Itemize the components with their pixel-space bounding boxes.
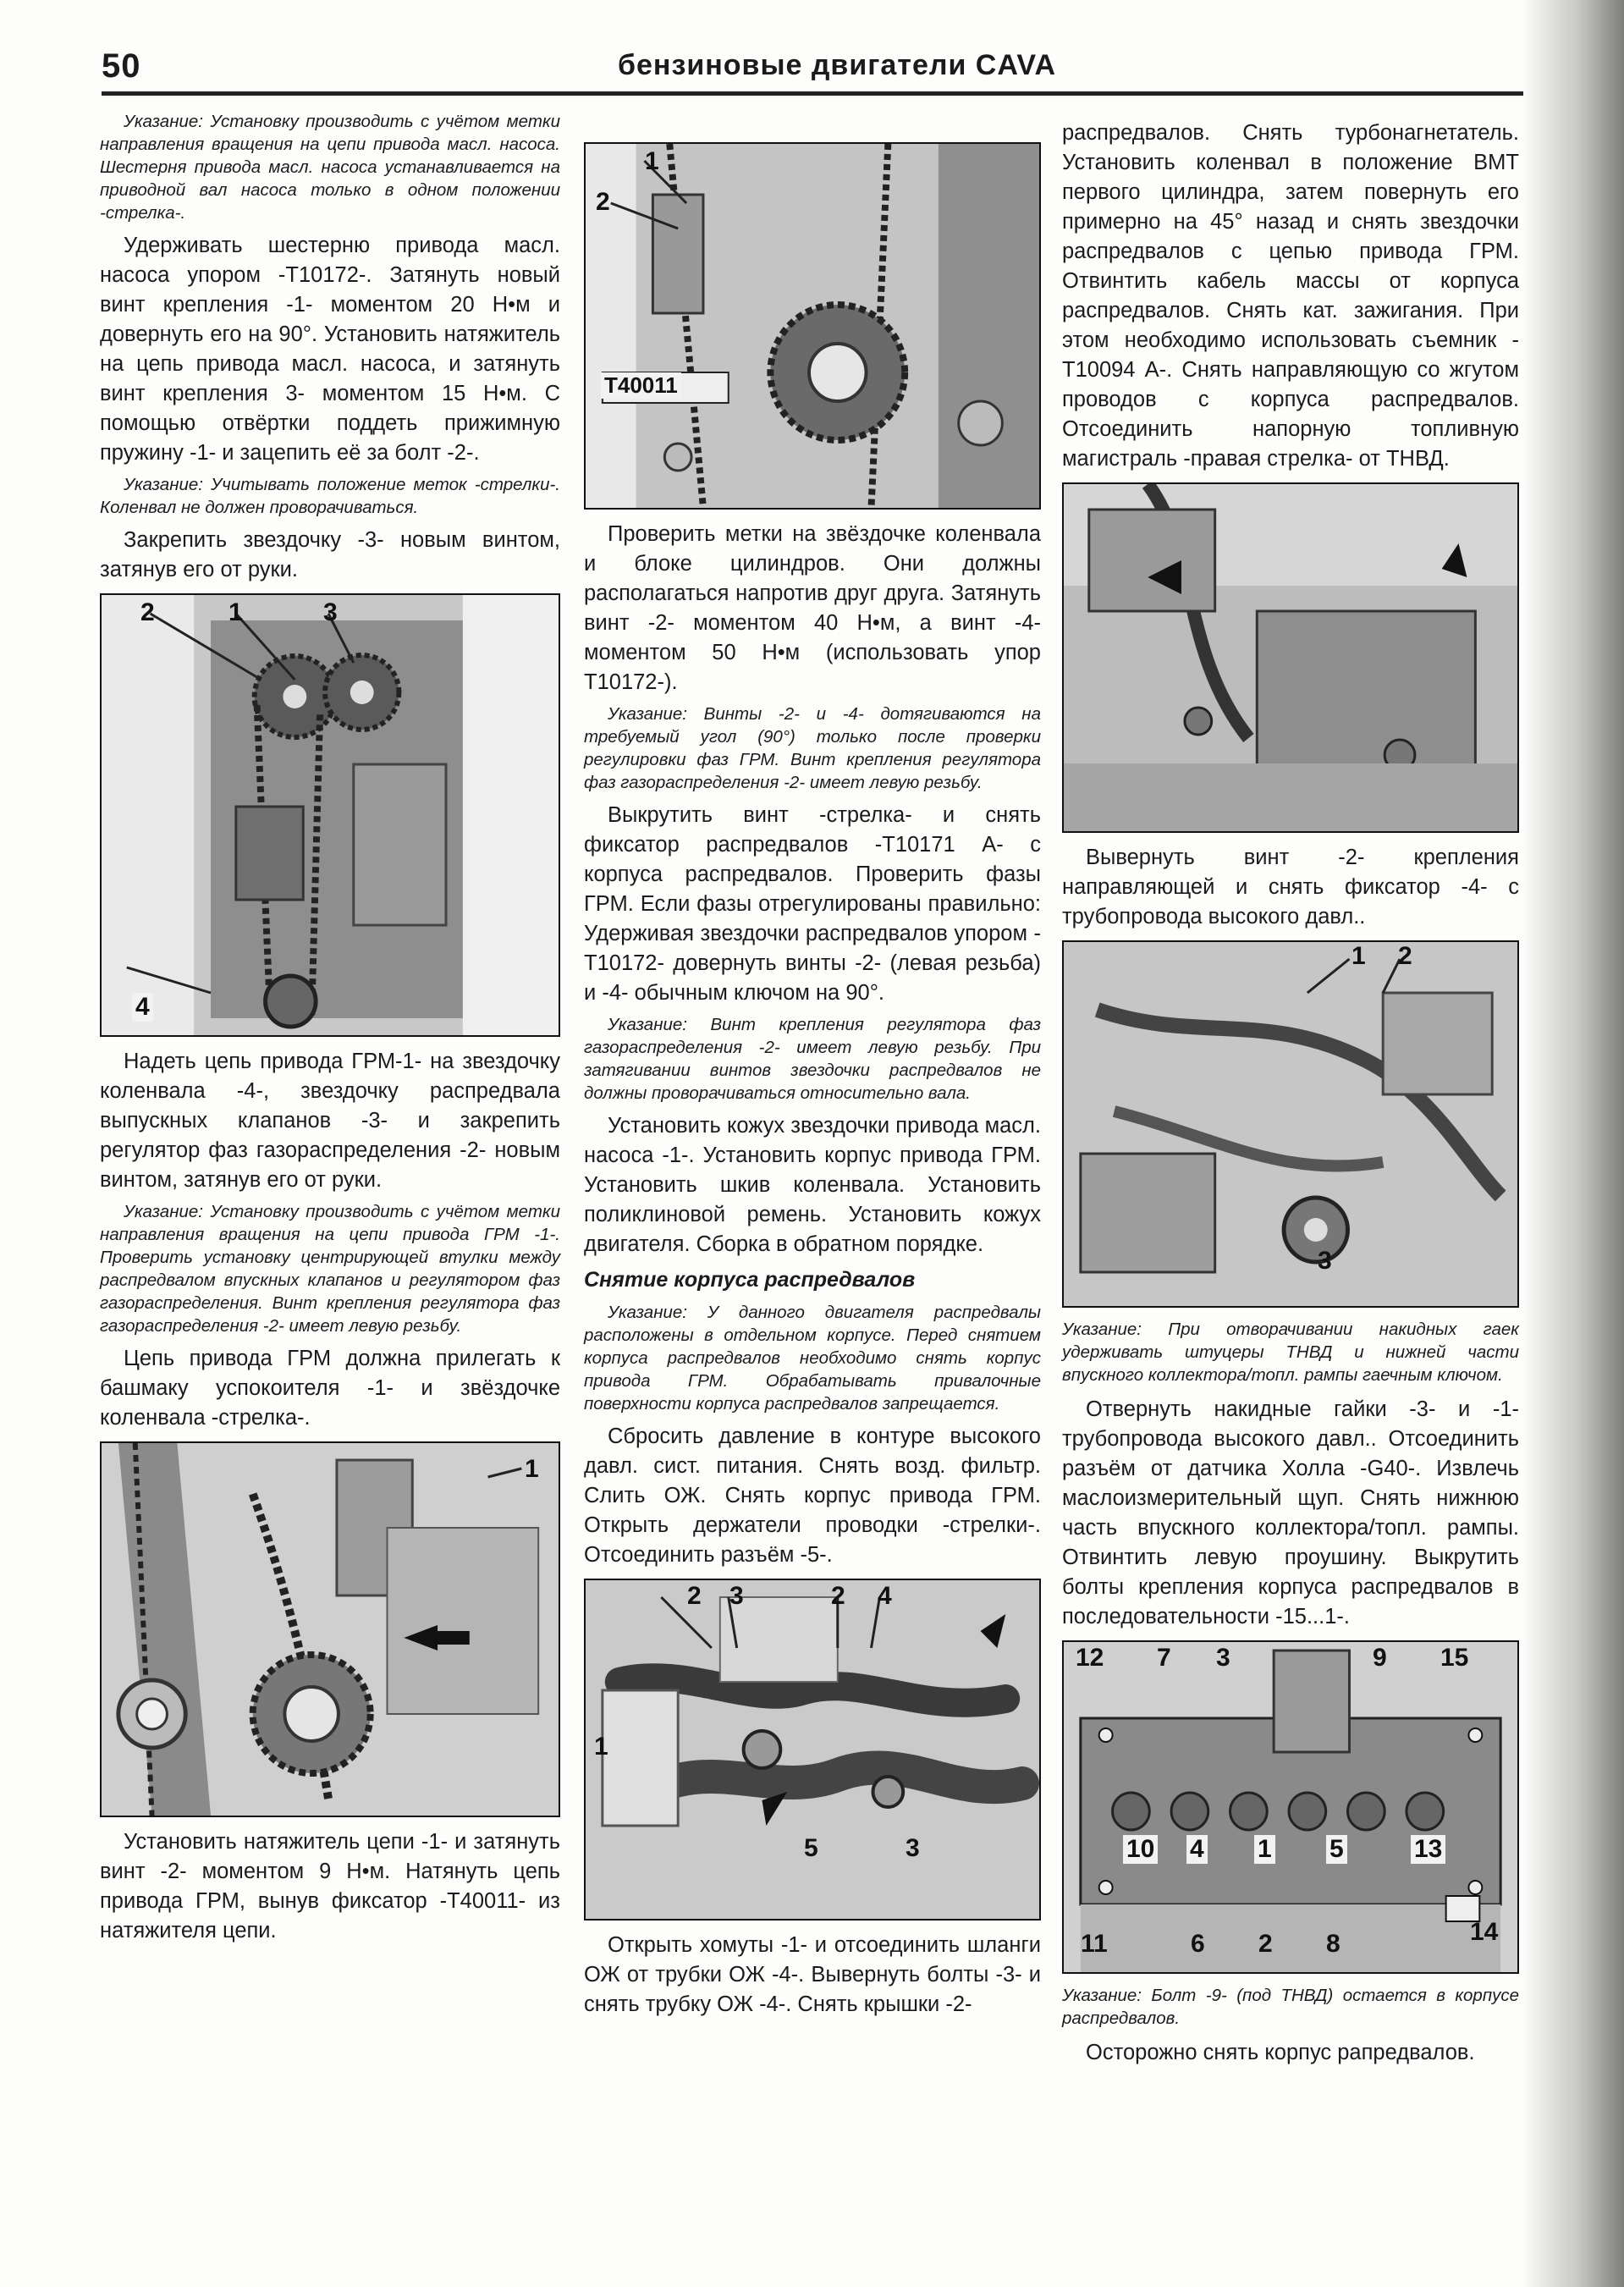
column-middle [584, 142, 1041, 2025]
callout-label: 8 [1326, 1930, 1340, 1958]
callout-label: 1 [645, 147, 659, 175]
callout-label: 1 [1351, 942, 1366, 970]
note: Указание: У данного двигателя распредвалы расположены в отдельном корпусе. Перед снятием корпуса распредвалов необходимо снять корпус привода ГРМ. Обрабатывать привалочные поверхности корпуса распредвалов запрещается. [584, 1303, 1041, 1414]
paragraph: Осторожно снять корпус рапредвалов. [1086, 2041, 1475, 2064]
callout-label: 10 [1123, 1835, 1158, 1864]
callout-label: 3 [1216, 1644, 1230, 1672]
callout-label: 7 [1157, 1644, 1171, 1672]
scan-shadow [1522, 0, 1624, 2287]
callout-label: 1 [228, 598, 243, 626]
column-right [1062, 118, 1519, 2073]
paragraph: распредвалов. Снять турбонагнетатель. Установить коленвал в положение ВМТ первого цилиндра, затем повернуть его примерно на 45° назад и снять звездочки распредвалов с цепью привода ГРМ. Отвинтить кабель массы от корпуса распредвалов. Снять кат. зажигания. При этом необходимо использовать съемник -T10094 А-. Снять направляющую со жгутом проводов с корпуса распредвалов. Отсоединить напорную топливную магистраль -правая стрелка- от ТНВД. [1062, 121, 1519, 471]
paragraph: Цепь привода ГРМ должна прилегать к башмаку успокоителя -1- и звёздочке коленвала -стрелка-. [100, 1347, 560, 1430]
note: Указание: Установку производить с учётом метки направления вращения на цепи привода ГРМ -1-. Проверить установку центрирующей втулки между распредвалом впускных клапанов и регулятором фаз газораспределения. Винт крепления регулятора фаз газораспределения -2- имеет левую резьбу. [100, 1202, 560, 1336]
callout-label: 2 [596, 188, 610, 216]
paragraph: Закрепить звездочку -3- новым винтом, затянув его от руки. [100, 528, 560, 581]
page-number: 50 [102, 47, 141, 85]
callout-label: 5 [804, 1834, 818, 1862]
callout-label: 11 [1081, 1930, 1108, 1958]
figure-photo [1064, 484, 1517, 831]
callout-label: 1 [525, 1455, 539, 1483]
figure-coolant-pipe [584, 1579, 1041, 1921]
callout-label: 13 [1411, 1835, 1445, 1864]
paragraph: Сбросить давление в контуре высокого давл. сист. питания. Снять возд. фильтр. Слить ОЖ. Снять корпус привода ГРМ. Открыть держатели проводки -стрелки-. Отсоединить разъём -5-. [584, 1425, 1041, 1567]
paragraph: Установить натяжитель цепи -1- и затянуть винт -2- моментом 9 Н•м. Натянуть цепь привода ГРМ, вынув фиксатор -T40011- из натяжителя цепи. [100, 1830, 560, 1943]
callout-label: 9 [1373, 1644, 1387, 1672]
callout-label: 3 [1318, 1247, 1332, 1275]
figure-photo [586, 1580, 1039, 1919]
paragraph: Проверить метки на звёздочке коленвала и блоке цилиндров. Они должны располагаться напротив друг друга. Затянуть винт -2- моментом 40 Н•м, а винт -4- моментом 50 Н•м (использовать упор T10172-). [584, 522, 1041, 694]
figure-photo [1064, 1642, 1517, 1972]
paragraph: Выкрутить винт -стрелка- и снять фиксатор распредвалов -T10171 А- с корпуса распредвалов. Проверить фазы ГРМ. Если фазы отрегулированы правильно: Удерживая звездочки распредвалов упором -T10172- довернуть винты -2- (левая резьба) и -4- обычным ключом на 90°. [584, 803, 1041, 1005]
callout-label: 2 [831, 1582, 845, 1610]
callout-label: 15 [1440, 1644, 1469, 1672]
figure-fuel-line [1062, 482, 1519, 833]
figure-photo [1064, 942, 1517, 1306]
note: Указание: Винты -2- и -4- дотягиваются на требуемый угол (90°) только после проверки регулировки фаз ГРМ. Винт крепления регулятора фаз газораспределения -2- имеет левую резьбу. [584, 704, 1041, 792]
callout-label: 4 [878, 1582, 892, 1610]
callout-label: 3 [323, 598, 338, 626]
callout-label: 5 [1326, 1835, 1347, 1864]
figure-photo [102, 1443, 559, 1816]
callout-label: 3 [729, 1582, 744, 1610]
figure-photo [586, 144, 1039, 508]
note: Указание: Учитывать положение меток -стрелки-. Коленвал не должен проворачиваться. [100, 475, 560, 517]
paragraph: Установить кожух звездочки привода масл. насоса -1-. Установить корпус привода ГРМ. Установить шкив коленвала. Установить поликлиновой ремень. Установить кожух двигателя. Сборка в обратном порядке. [584, 1114, 1041, 1256]
section-heading: Снятие корпуса распредвалов [584, 1268, 916, 1292]
callout-label: 14 [1470, 1918, 1499, 1946]
callout-label: 1 [1254, 1835, 1275, 1864]
callout-label: 4 [132, 993, 153, 1022]
figure-crankshaft-sprocket [584, 142, 1041, 510]
callout-label: 12 [1076, 1644, 1104, 1672]
figure-caption: Указание: При отворачивании накидных гаек удерживать штуцеры ТНВД и нижней части впускного коллектора/топл. рампы гаечным ключом. [1062, 1320, 1519, 1385]
callout-label: 2 [1258, 1930, 1273, 1958]
paragraph: Надеть цепь привода ГРМ-1- на звездочку коленвала -4-, звездочку распредвала выпускных клапанов -3- и закрепить регулятор фаз газораспределения -2- новым винтом, затянув его от руки. [100, 1050, 560, 1192]
tool-label: T40011 [601, 372, 681, 399]
paragraph: Вывернуть винт -2- крепления направляющей и снять фиксатор -4- с трубопровода высокого давл.. [1062, 846, 1519, 929]
callout-label: 2 [687, 1582, 702, 1610]
column-left [100, 110, 560, 1951]
callout-label: 1 [594, 1733, 608, 1761]
callout-label: 3 [906, 1834, 920, 1862]
callout-label: 2 [140, 598, 155, 626]
figure-caption: Указание: Болт -9- (под ТНВД) остается в корпусе распредвалов. [1062, 1986, 1519, 2028]
callout-label: 4 [1186, 1835, 1208, 1864]
page-header [102, 41, 1523, 96]
note: Указание: Винт крепления регулятора фаз газораспределения -2- имеет левую резьбу. При затягивании винтов звездочки распредвалов не должны проворачиваться относительно вала. [584, 1015, 1041, 1103]
figure-photo [102, 595, 559, 1035]
figure-hp-fuel-pipe [1062, 940, 1519, 1308]
paragraph: Удерживать шестерню привода масл. насоса упором -T10172-. Затянуть новый винт крепления -1- моментом 20 Н•м и довернуть его на 90°. Установить натяжитель на цепь привода масл. насоса, и затянуть винт крепления 3- моментом 15 Н•м. С помощью отвёртки поддеть прижимную пружину -1- и зацепить её за болт -2-. [100, 234, 560, 465]
callout-label: 6 [1191, 1930, 1205, 1958]
figure-tensioner [100, 1441, 560, 1817]
note: Указание: Установку производить с учётом метки направления вращения на цепи привода масл. насоса. Шестерня привода масл. насоса устанавливается на приводной вал насоса только в одном положении -стрелка-. [100, 112, 560, 223]
paragraph: Отвернуть накидные гайки -3- и -1- трубопровода высокого давл.. Отсоединить разъём от датчика Холла -G40-. Извлечь маслоизмерительный щуп. Снять нижнюю часть впускного коллектора/топл. рампы. Отвинтить левую проушину. Выкрутить болты крепления корпуса распредвалов в последовательности -15...1-. [1062, 1397, 1519, 1628]
figure-timing-chain [100, 593, 560, 1037]
figure-camshaft-housing-bolts [1062, 1640, 1519, 1974]
paragraph: Открыть хомуты -1- и отсоединить шланги ОЖ от трубки ОЖ -4-. Вывернуть болты -3- и снять трубку ОЖ -4-. Снять крышки -2- [584, 1933, 1041, 2016]
callout-label: 2 [1398, 942, 1412, 970]
page-title: бензиновые двигатели CAVA [618, 49, 1057, 81]
